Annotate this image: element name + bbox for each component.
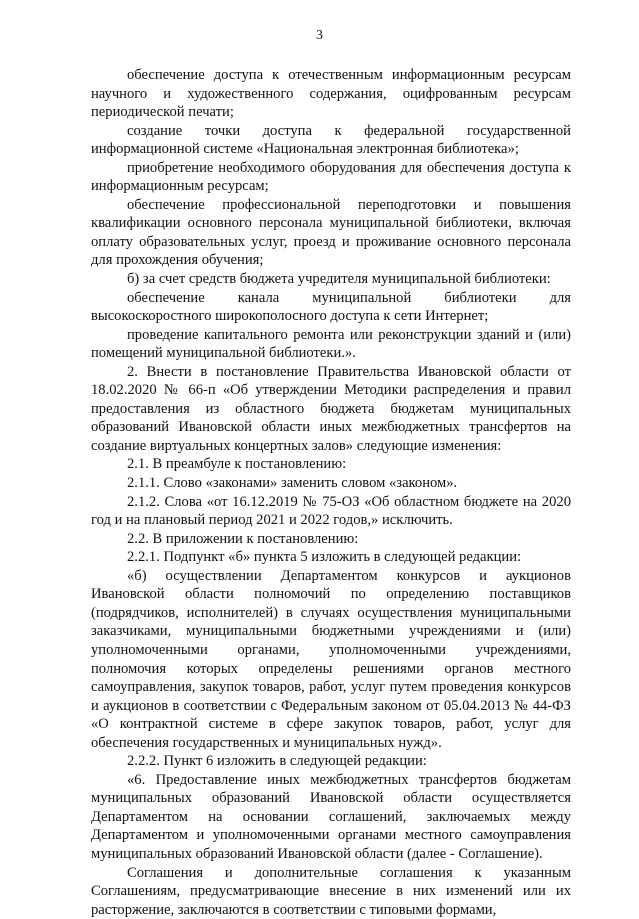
paragraph-item-2-2-1: 2.2.1. Подпункт «б» пункта 5 изложить в следующей редакции: — [127, 549, 522, 566]
paragraph-item-6: «6. Предоставление иных межбюджетных трансфертов бюджетам муниципальных образований Ивановской области осуществляется Департаментом на основании соглашений, заключаемых между Департаментом и уполномоченными органами местного самоуправления муниципальных образований Ивановской области (далее - Соглашение). — [91, 771, 571, 862]
paragraph-internet-channel: обеспечение канала муниципальной библиотеки для высокоскоростного широкополосного доступа к сети Интернет; — [91, 289, 571, 325]
paragraph-training: обеспечение профессиональной переподготовки и повышения квалификации основного персонала муниципальной библиотеки, включая оплату образовательных услуг, проезд и проживание основного персонала для прохождения обучения; — [91, 196, 571, 269]
paragraph-item-2: 2. Внести в постановление Правительства Ивановской области от 18.02.2020 № 66-п «Об утверждении Методики распределения и правил предоставления из областного бюджета бюджетам муниципальных образований Ивановской области иных межбюджетных трансфертов на создание виртуальных концертных залов» следующие изменения: — [91, 363, 571, 454]
page-number: 3 — [316, 28, 323, 43]
paragraph-item-2-2: 2.2. В приложении к постановлению: — [127, 530, 359, 547]
paragraph-equipment: приобретение необходимого оборудования для обеспечения доступа к информационным ресурсам; — [91, 159, 571, 195]
paragraph-agreements: Соглашения и дополнительные соглашения к указанным Соглашениям, предусматривающие внесение в них изменений или их расторжение, заключаются в соответствии с типовыми формами, — [91, 864, 571, 918]
paragraph-access-resources: обеспечение доступа к отечественным информационным ресурсам научного и художественного содержания, оцифрованным ресурсам периодической печати; — [91, 67, 571, 121]
paragraph-item-2-2-2: 2.2.2. Пункт 6 изложить в следующей редакции: — [127, 753, 427, 770]
paragraph-item-2-1: 2.1. В преамбуле к постановлению: — [127, 456, 347, 473]
paragraph-item-2-1-1: 2.1.1. Слово «законами» заменить словом «законом». — [127, 475, 458, 492]
document-body — [91, 66, 571, 919]
paragraph-repair: проведение капитального ремонта или реконструкции зданий и (или) помещений муниципальной библиотеки.». — [91, 326, 571, 362]
paragraph-item-2-1-2: 2.1.2. Слова «от 16.12.2019 № 75-ОЗ «Об областном бюджете на 2020 год и на плановый период 2021 и 2022 годов,» исключить. — [91, 493, 571, 529]
paragraph-access-point: создание точки доступа к федеральной государственной информационной системе «Национальная электронная библиотека»; — [91, 122, 571, 158]
paragraph-founder-budget: б) за счет средств бюджета учредителя муниципальной библиотеки: — [127, 271, 551, 288]
paragraph-subitem-b: «б) осуществлении Департаментом конкурсов и аукционов Ивановской области полномочий по определению поставщиков (подрядчиков, исполнителей) в случаях осуществления муниципальными заказчиками, муниципальными бюджетными учреждениями и (или) уполномоченными органами, уполномоченными учреждениями, полномочия которых определены решениями органов местного самоуправления, закупок товаров, работ, услуг путем проведения конкурсов и аукционов в соответствии с Федеральным законом от 05.04.2013 № 44-ФЗ «О контрактной системе в сфере закупок товаров, работ, услуг для обеспечения государственных и муниципальных нужд». — [91, 567, 571, 751]
